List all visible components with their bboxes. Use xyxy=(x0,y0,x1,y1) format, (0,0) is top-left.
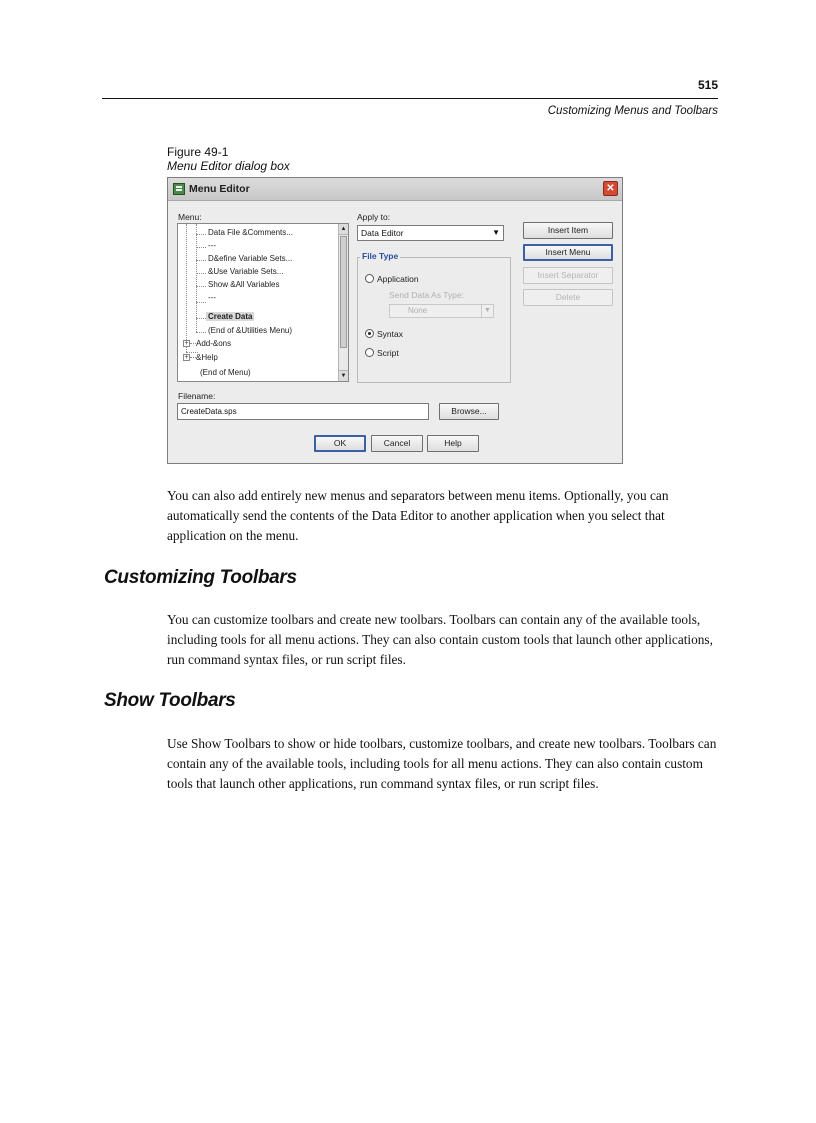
tree-connector xyxy=(196,302,206,303)
figure-caption: Menu Editor dialog box xyxy=(167,159,290,173)
tree-item[interactable]: (End of &Utilities Menu) xyxy=(208,326,293,335)
tree-connector xyxy=(196,247,206,248)
application-label: Application xyxy=(377,274,419,284)
script-radio[interactable] xyxy=(365,348,374,357)
insert-separator-button[interactable]: Insert Separator xyxy=(523,267,613,284)
running-head: Customizing Menus and Toolbars xyxy=(547,105,718,117)
tree-connector xyxy=(196,286,206,287)
send-data-select[interactable] xyxy=(389,304,494,318)
section-heading: Customizing Toolbars xyxy=(104,567,297,588)
filename-label: Filename: xyxy=(178,391,216,401)
tree-connector xyxy=(196,332,206,333)
expand-icon[interactable]: + xyxy=(184,340,189,347)
apply-to-label: Apply to: xyxy=(357,212,391,222)
tree-connector xyxy=(196,224,197,332)
ok-button[interactable]: OK xyxy=(314,435,366,452)
tree-item[interactable]: D&efine Variable Sets... xyxy=(208,254,293,263)
chevron-down-icon: ▼ xyxy=(481,305,493,317)
menu-editor-icon xyxy=(173,183,185,195)
header-rule xyxy=(102,98,718,99)
menu-tree[interactable] xyxy=(177,223,349,382)
tree-connector xyxy=(196,234,206,235)
tree-item[interactable]: --- xyxy=(208,241,216,250)
body-paragraph: You can also add entirely new menus and separators between menu items. Optionally, you can automatically send the contents of the Data Editor to another application when you select that application on the menu. xyxy=(167,488,669,543)
body-paragraph: Use Show Toolbars to show or hide toolbars, customize toolbars, and create new toolbars. Toolbars can contain any of the available tools, including tools for all menu actions. They can also contain custom tools that launch other applications, run command syntax files, or run script files. xyxy=(167,736,717,791)
tree-item[interactable]: Show &All Variables xyxy=(208,280,280,289)
tree-item-selected[interactable]: Create Data xyxy=(208,312,253,321)
apply-to-select[interactable] xyxy=(357,225,504,241)
tree-item[interactable]: &Use Variable Sets... xyxy=(208,267,284,276)
tree-item[interactable]: --- xyxy=(208,293,216,302)
tree-item[interactable]: Add-&ons xyxy=(196,339,232,348)
dialog-titlebar[interactable] xyxy=(168,178,622,201)
tree-item[interactable]: Data File &Comments... xyxy=(208,228,293,237)
section-heading: Show Toolbars xyxy=(104,690,236,711)
cancel-button[interactable]: Cancel xyxy=(371,435,423,452)
syntax-radio[interactable] xyxy=(365,329,374,338)
application-radio[interactable] xyxy=(365,274,374,283)
help-button[interactable]: Help xyxy=(427,435,479,452)
scroll-thumb[interactable] xyxy=(340,236,347,348)
tree-scrollbar[interactable] xyxy=(338,224,348,381)
dialog-title: Menu Editor xyxy=(189,183,250,195)
menu-editor-dialog xyxy=(167,177,623,464)
tree-connector xyxy=(196,318,206,319)
tree-connector xyxy=(186,224,187,352)
chevron-down-icon: ▼ xyxy=(492,228,500,237)
insert-item-button[interactable]: Insert Item xyxy=(523,222,613,239)
menu-label: Menu: xyxy=(178,212,202,222)
tree-connector xyxy=(196,260,206,261)
close-icon[interactable]: ✕ xyxy=(603,181,618,196)
script-label: Script xyxy=(377,348,399,358)
filename-input[interactable]: CreateData.sps xyxy=(177,403,429,420)
delete-button[interactable]: Delete xyxy=(523,289,613,306)
insert-menu-button[interactable]: Insert Menu xyxy=(523,244,613,261)
tree-item[interactable]: (End of Menu) xyxy=(200,368,251,377)
apply-to-value: Data Editor xyxy=(361,228,404,238)
tree-connector xyxy=(196,273,206,274)
expand-icon[interactable]: + xyxy=(184,354,189,361)
body-paragraph: You can customize toolbars and create new toolbars. Toolbars can contain any of the available tools, including tools for all menu actions. They can also contain custom tools that launch other applications, run command syntax files, or run script files. xyxy=(167,612,713,667)
file-type-legend: File Type xyxy=(362,251,399,261)
send-data-value: None xyxy=(408,306,428,315)
page-number: 515 xyxy=(697,78,718,92)
scroll-up-icon[interactable]: ▲ xyxy=(339,224,348,235)
syntax-label: Syntax xyxy=(377,329,403,339)
figure-label: Figure 49-1 xyxy=(167,145,229,159)
send-data-label: Send Data As Type: xyxy=(389,290,464,300)
browse-button[interactable]: Browse... xyxy=(439,403,499,420)
tree-item[interactable]: &Help xyxy=(196,353,218,362)
scroll-down-icon[interactable]: ▼ xyxy=(339,370,348,381)
